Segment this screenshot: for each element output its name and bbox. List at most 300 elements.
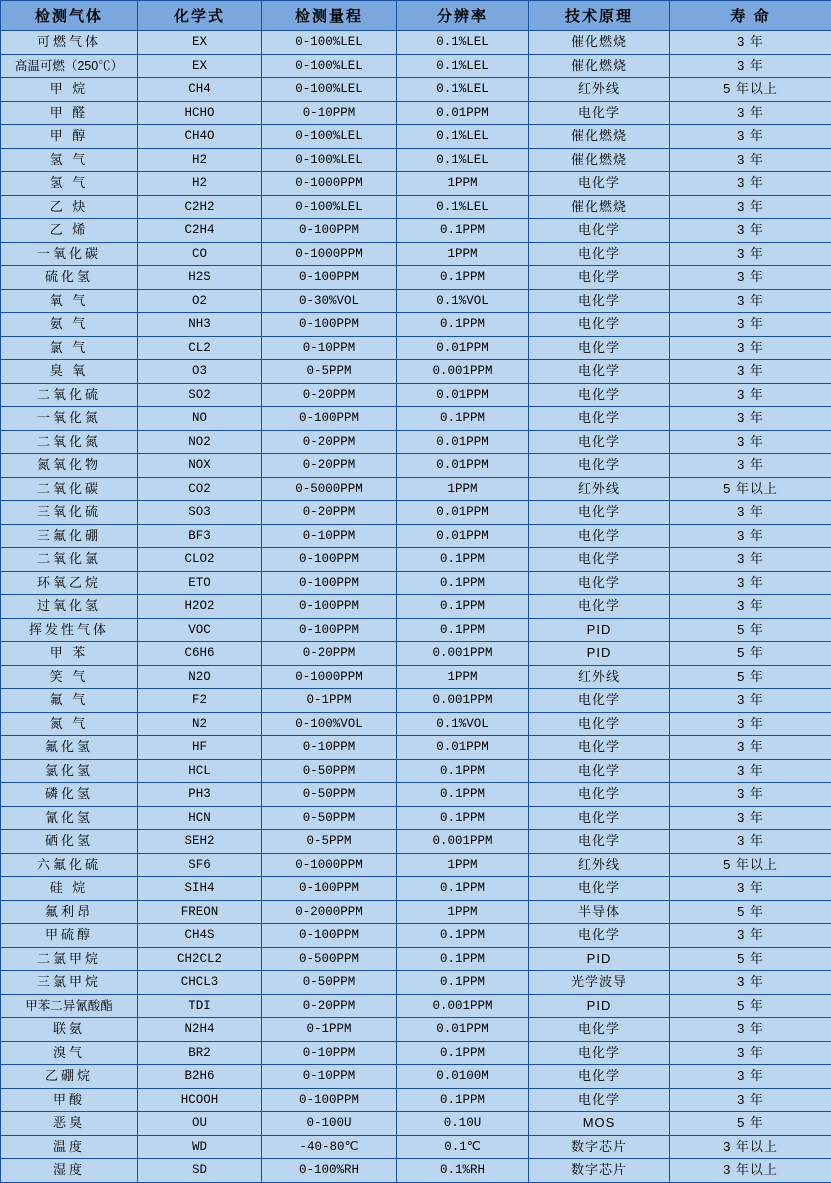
cell-lifespan: 3 年 [670,1041,831,1065]
cell-chemical-formula: NO2 [138,430,262,454]
cell-lifespan: 3 年 [670,1065,831,1089]
table-row [1,78,831,102]
cell-technology: 电化学 [529,806,670,830]
cell-measuring-range: 0-2000PPM [262,900,397,924]
cell-lifespan: 5 年 [670,947,831,971]
column-header-chemical-formula: 化学式 [138,1,262,31]
cell-resolution: 1PPM [397,242,529,266]
cell-resolution: 0.1%LEL [397,195,529,219]
cell-resolution: 0.1PPM [397,877,529,901]
cell-technology: 电化学 [529,219,670,243]
table-row [1,1041,831,1065]
cell-technology: 电化学 [529,383,670,407]
cell-lifespan: 3 年 [670,524,831,548]
cell-measuring-range: 0-10PPM [262,101,397,125]
cell-chemical-formula: CH2CL2 [138,947,262,971]
cell-measuring-range: 0-5PPM [262,360,397,384]
cell-technology: 红外线 [529,78,670,102]
cell-measuring-range: 0-10PPM [262,524,397,548]
cell-gas-name: 乙 烯 [1,219,138,243]
cell-resolution: 0.1%RH [397,1159,529,1183]
cell-measuring-range: 0-500PPM [262,947,397,971]
cell-gas-name: 三氧化硫 [1,501,138,525]
cell-technology: 电化学 [529,524,670,548]
cell-measuring-range: 0-100PPM [262,548,397,572]
cell-gas-name: 一氧化碳 [1,242,138,266]
cell-technology: PID [529,947,670,971]
cell-lifespan: 3 年 [670,806,831,830]
cell-chemical-formula: HF [138,736,262,760]
cell-measuring-range: 0-50PPM [262,971,397,995]
table-row [1,31,831,55]
table-row [1,477,831,501]
cell-technology: 电化学 [529,571,670,595]
cell-chemical-formula: EX [138,31,262,55]
cell-chemical-formula: CH4O [138,125,262,149]
cell-technology: PID [529,642,670,666]
table-row [1,947,831,971]
table-row [1,148,831,172]
cell-chemical-formula: H2S [138,266,262,290]
table-row [1,571,831,595]
cell-gas-name: 臭 氧 [1,360,138,384]
cell-resolution: 0.1PPM [397,266,529,290]
cell-chemical-formula: BF3 [138,524,262,548]
cell-gas-name: 笑 气 [1,665,138,689]
cell-chemical-formula: TDI [138,994,262,1018]
table-row [1,266,831,290]
cell-measuring-range: 0-10PPM [262,1041,397,1065]
table-row [1,383,831,407]
cell-technology: 电化学 [529,172,670,196]
cell-gas-name: 甲 醇 [1,125,138,149]
cell-gas-name: 二氯甲烷 [1,947,138,971]
cell-chemical-formula: H2O2 [138,595,262,619]
cell-chemical-formula: CO2 [138,477,262,501]
cell-measuring-range: 0-10PPM [262,736,397,760]
cell-measuring-range: 0-5PPM [262,830,397,854]
table-row [1,1018,831,1042]
cell-chemical-formula: SD [138,1159,262,1183]
cell-resolution: 0.1%LEL [397,54,529,78]
cell-lifespan: 3 年 [670,1018,831,1042]
cell-lifespan: 3 年 [670,712,831,736]
cell-gas-name: 甲 醛 [1,101,138,125]
cell-chemical-formula: N2O [138,665,262,689]
cell-lifespan: 5 年以上 [670,853,831,877]
cell-resolution: 1PPM [397,853,529,877]
cell-measuring-range: 0-20PPM [262,454,397,478]
cell-resolution: 1PPM [397,900,529,924]
cell-resolution: 1PPM [397,172,529,196]
cell-gas-name: 湿度 [1,1159,138,1183]
cell-technology: 电化学 [529,454,670,478]
column-header-technology: 技术原理 [529,1,670,31]
cell-chemical-formula: N2H4 [138,1018,262,1042]
table-row [1,1112,831,1136]
table-row [1,524,831,548]
table-row [1,1159,831,1183]
cell-resolution: 0.1PPM [397,783,529,807]
cell-measuring-range: 0-1000PPM [262,665,397,689]
cell-chemical-formula: VOC [138,618,262,642]
cell-resolution: 0.1PPM [397,571,529,595]
cell-measuring-range: 0-100%LEL [262,125,397,149]
cell-gas-name: 甲酸 [1,1088,138,1112]
cell-technology: 红外线 [529,665,670,689]
cell-chemical-formula: N2 [138,712,262,736]
cell-resolution: 0.1PPM [397,595,529,619]
cell-chemical-formula: HCHO [138,101,262,125]
table-row [1,736,831,760]
cell-measuring-range: 0-100%LEL [262,31,397,55]
cell-lifespan: 3 年 [670,759,831,783]
cell-gas-name: 氟 气 [1,689,138,713]
cell-lifespan: 3 年 [670,548,831,572]
table-row [1,830,831,854]
cell-lifespan: 3 年 [670,148,831,172]
cell-lifespan: 3 年 [670,101,831,125]
cell-resolution: 0.1PPM [397,924,529,948]
cell-lifespan: 3 年 [670,783,831,807]
cell-measuring-range: 0-1000PPM [262,853,397,877]
table-row [1,454,831,478]
cell-resolution: 0.1PPM [397,313,529,337]
cell-lifespan: 3 年 [670,595,831,619]
cell-gas-name: 氯 气 [1,336,138,360]
cell-chemical-formula: OU [138,1112,262,1136]
cell-technology: 电化学 [529,1018,670,1042]
cell-chemical-formula: SO3 [138,501,262,525]
table-row [1,54,831,78]
cell-chemical-formula: C2H2 [138,195,262,219]
cell-chemical-formula: NH3 [138,313,262,337]
cell-chemical-formula: C2H4 [138,219,262,243]
table-row [1,101,831,125]
cell-technology: 电化学 [529,595,670,619]
cell-chemical-formula: CH4S [138,924,262,948]
cell-technology: 电化学 [529,759,670,783]
cell-resolution: 1PPM [397,665,529,689]
cell-resolution: 0.1%LEL [397,78,529,102]
cell-lifespan: 3 年以上 [670,1159,831,1183]
cell-lifespan: 3 年 [670,54,831,78]
cell-measuring-range: 0-1PPM [262,689,397,713]
table-row [1,759,831,783]
cell-chemical-formula: HCOOH [138,1088,262,1112]
cell-resolution: 0.001PPM [397,994,529,1018]
table-row [1,595,831,619]
cell-resolution: 0.01PPM [397,524,529,548]
cell-resolution: 0.1PPM [397,1088,529,1112]
cell-lifespan: 3 年 [670,360,831,384]
table-row [1,219,831,243]
cell-lifespan: 3 年 [670,172,831,196]
table-row [1,618,831,642]
cell-technology: 电化学 [529,877,670,901]
cell-measuring-range: 0-100PPM [262,313,397,337]
column-header-lifespan: 寿 命 [670,1,831,31]
cell-technology: 红外线 [529,477,670,501]
cell-chemical-formula: WD [138,1135,262,1159]
table-row [1,877,831,901]
cell-gas-name: 二氧化硫 [1,383,138,407]
cell-measuring-range: 0-30%VOL [262,289,397,313]
table-row [1,783,831,807]
table-body [1,31,831,1183]
table-row [1,971,831,995]
cell-lifespan: 3 年 [670,689,831,713]
cell-measuring-range: 0-20PPM [262,994,397,1018]
table-header-row [1,1,831,31]
cell-resolution: 0.10U [397,1112,529,1136]
cell-measuring-range: 0-100%RH [262,1159,397,1183]
cell-chemical-formula: SEH2 [138,830,262,854]
cell-gas-name: 六氟化硫 [1,853,138,877]
table-row [1,642,831,666]
cell-chemical-formula: HCL [138,759,262,783]
cell-lifespan: 5 年 [670,1112,831,1136]
cell-measuring-range: 0-100U [262,1112,397,1136]
cell-technology: 电化学 [529,266,670,290]
cell-chemical-formula: O3 [138,360,262,384]
cell-measuring-range: 0-20PPM [262,501,397,525]
cell-gas-name: 二氧化氯 [1,548,138,572]
cell-gas-name: 硒化氢 [1,830,138,854]
cell-technology: 电化学 [529,924,670,948]
cell-resolution: 0.1%VOL [397,712,529,736]
cell-technology: 数字芯片 [529,1159,670,1183]
cell-technology: 电化学 [529,360,670,384]
cell-chemical-formula: SIH4 [138,877,262,901]
cell-resolution: 0.001PPM [397,642,529,666]
table-row [1,548,831,572]
cell-chemical-formula: H2 [138,172,262,196]
cell-measuring-range: 0-100PPM [262,407,397,431]
cell-gas-name: 恶臭 [1,1112,138,1136]
cell-lifespan: 5 年 [670,665,831,689]
cell-measuring-range: 0-50PPM [262,806,397,830]
cell-lifespan: 3 年 [670,571,831,595]
cell-measuring-range: 0-1PPM [262,1018,397,1042]
cell-technology: MOS [529,1112,670,1136]
cell-lifespan: 3 年 [670,383,831,407]
cell-lifespan: 3 年以上 [670,1135,831,1159]
cell-resolution: 0.1%VOL [397,289,529,313]
table-row [1,313,831,337]
cell-technology: 电化学 [529,1088,670,1112]
cell-resolution: 0.1PPM [397,407,529,431]
table-row [1,242,831,266]
cell-measuring-range: 0-5000PPM [262,477,397,501]
cell-lifespan: 3 年 [670,195,831,219]
cell-resolution: 0.1PPM [397,971,529,995]
table-row [1,501,831,525]
cell-lifespan: 3 年 [670,454,831,478]
table-row [1,689,831,713]
cell-measuring-range: 0-100PPM [262,266,397,290]
cell-resolution: 0.1PPM [397,947,529,971]
cell-technology: 电化学 [529,242,670,266]
cell-gas-name: 硫化氢 [1,266,138,290]
table-row [1,712,831,736]
cell-resolution: 0.01PPM [397,454,529,478]
cell-technology: 电化学 [529,336,670,360]
cell-gas-name: 甲苯二异氰酸酯 [1,994,138,1018]
cell-resolution: 1PPM [397,477,529,501]
cell-gas-name: 氯化氢 [1,759,138,783]
cell-chemical-formula: CHCL3 [138,971,262,995]
cell-technology: 催化燃烧 [529,125,670,149]
table-row [1,336,831,360]
table-row [1,853,831,877]
cell-technology: 催化燃烧 [529,54,670,78]
cell-gas-name: 环氧乙烷 [1,571,138,595]
cell-resolution: 0.0100M [397,1065,529,1089]
cell-technology: 红外线 [529,853,670,877]
cell-measuring-range: 0-20PPM [262,383,397,407]
cell-gas-name: 二氧化氮 [1,430,138,454]
table-row [1,924,831,948]
cell-technology: 电化学 [529,101,670,125]
cell-chemical-formula: NOX [138,454,262,478]
cell-chemical-formula: BR2 [138,1041,262,1065]
table-row [1,407,831,431]
table-row [1,806,831,830]
cell-gas-name: 氟利昂 [1,900,138,924]
cell-gas-name: 甲 烷 [1,78,138,102]
cell-technology: 电化学 [529,689,670,713]
cell-chemical-formula: NO [138,407,262,431]
cell-measuring-range: 0-100PPM [262,219,397,243]
cell-technology: 光学波导 [529,971,670,995]
cell-lifespan: 5 年 [670,618,831,642]
table-row [1,430,831,454]
column-header-measuring-range: 检测量程 [262,1,397,31]
cell-lifespan: 3 年 [670,313,831,337]
cell-chemical-formula: PH3 [138,783,262,807]
cell-lifespan: 5 年以上 [670,78,831,102]
cell-resolution: 0.1℃ [397,1135,529,1159]
cell-lifespan: 3 年 [670,31,831,55]
cell-technology: 电化学 [529,830,670,854]
cell-chemical-formula: CL2 [138,336,262,360]
cell-chemical-formula: F2 [138,689,262,713]
cell-resolution: 0.1PPM [397,806,529,830]
cell-lifespan: 3 年 [670,830,831,854]
cell-resolution: 0.01PPM [397,101,529,125]
cell-resolution: 0.01PPM [397,430,529,454]
cell-gas-name: 磷化氢 [1,783,138,807]
cell-resolution: 0.01PPM [397,383,529,407]
cell-lifespan: 3 年 [670,971,831,995]
cell-technology: 电化学 [529,430,670,454]
table-row [1,360,831,384]
cell-gas-name: 硅 烷 [1,877,138,901]
cell-lifespan: 3 年 [670,219,831,243]
cell-measuring-range: 0-100%LEL [262,195,397,219]
table-row [1,289,831,313]
cell-gas-name: 可燃气体 [1,31,138,55]
table-row [1,1065,831,1089]
cell-chemical-formula: B2H6 [138,1065,262,1089]
cell-gas-name: 乙硼烷 [1,1065,138,1089]
cell-resolution: 0.1%LEL [397,125,529,149]
cell-resolution: 0.1%LEL [397,31,529,55]
table-row [1,1135,831,1159]
cell-resolution: 0.1PPM [397,219,529,243]
cell-lifespan: 3 年 [670,430,831,454]
cell-technology: PID [529,994,670,1018]
cell-gas-name: 乙 炔 [1,195,138,219]
cell-measuring-range: 0-20PPM [262,430,397,454]
cell-resolution: 0.01PPM [397,1018,529,1042]
cell-chemical-formula: ETO [138,571,262,595]
cell-gas-name: 联氨 [1,1018,138,1042]
cell-chemical-formula: HCN [138,806,262,830]
table-row [1,900,831,924]
cell-lifespan: 3 年 [670,125,831,149]
cell-resolution: 0.001PPM [397,689,529,713]
cell-measuring-range: 0-100PPM [262,877,397,901]
cell-measuring-range: -40-80℃ [262,1135,397,1159]
cell-lifespan: 3 年 [670,266,831,290]
cell-lifespan: 3 年 [670,736,831,760]
cell-technology: 催化燃烧 [529,195,670,219]
cell-technology: 催化燃烧 [529,148,670,172]
cell-technology: 电化学 [529,313,670,337]
cell-technology: 电化学 [529,783,670,807]
cell-measuring-range: 0-100%VOL [262,712,397,736]
cell-gas-name: 高温可燃（250℃） [1,54,138,78]
cell-chemical-formula: SO2 [138,383,262,407]
cell-technology: 电化学 [529,712,670,736]
cell-chemical-formula: SF6 [138,853,262,877]
table-row [1,125,831,149]
cell-lifespan: 5 年 [670,994,831,1018]
cell-gas-name: 氨 气 [1,313,138,337]
cell-technology: 电化学 [529,1041,670,1065]
cell-technology: 电化学 [529,501,670,525]
cell-chemical-formula: CH4 [138,78,262,102]
cell-measuring-range: 0-100PPM [262,595,397,619]
cell-technology: 电化学 [529,548,670,572]
cell-lifespan: 3 年 [670,407,831,431]
column-header-gas-name: 检测气体 [1,1,138,31]
cell-lifespan: 3 年 [670,877,831,901]
cell-resolution: 0.1PPM [397,548,529,572]
cell-technology: 催化燃烧 [529,31,670,55]
cell-chemical-formula: H2 [138,148,262,172]
cell-resolution: 0.001PPM [397,830,529,854]
cell-resolution: 0.001PPM [397,360,529,384]
table-row [1,195,831,219]
cell-gas-name: 二氧化碳 [1,477,138,501]
cell-resolution: 0.1PPM [397,618,529,642]
cell-measuring-range: 0-1000PPM [262,242,397,266]
cell-gas-name: 氮氧化物 [1,454,138,478]
cell-lifespan: 5 年 [670,900,831,924]
cell-gas-name: 氟化氢 [1,736,138,760]
cell-technology: 电化学 [529,1065,670,1089]
cell-gas-name: 氧 气 [1,289,138,313]
cell-lifespan: 5 年以上 [670,477,831,501]
cell-gas-name: 三氯甲烷 [1,971,138,995]
cell-technology: 电化学 [529,407,670,431]
cell-lifespan: 3 年 [670,336,831,360]
cell-lifespan: 5 年 [670,642,831,666]
cell-chemical-formula: EX [138,54,262,78]
